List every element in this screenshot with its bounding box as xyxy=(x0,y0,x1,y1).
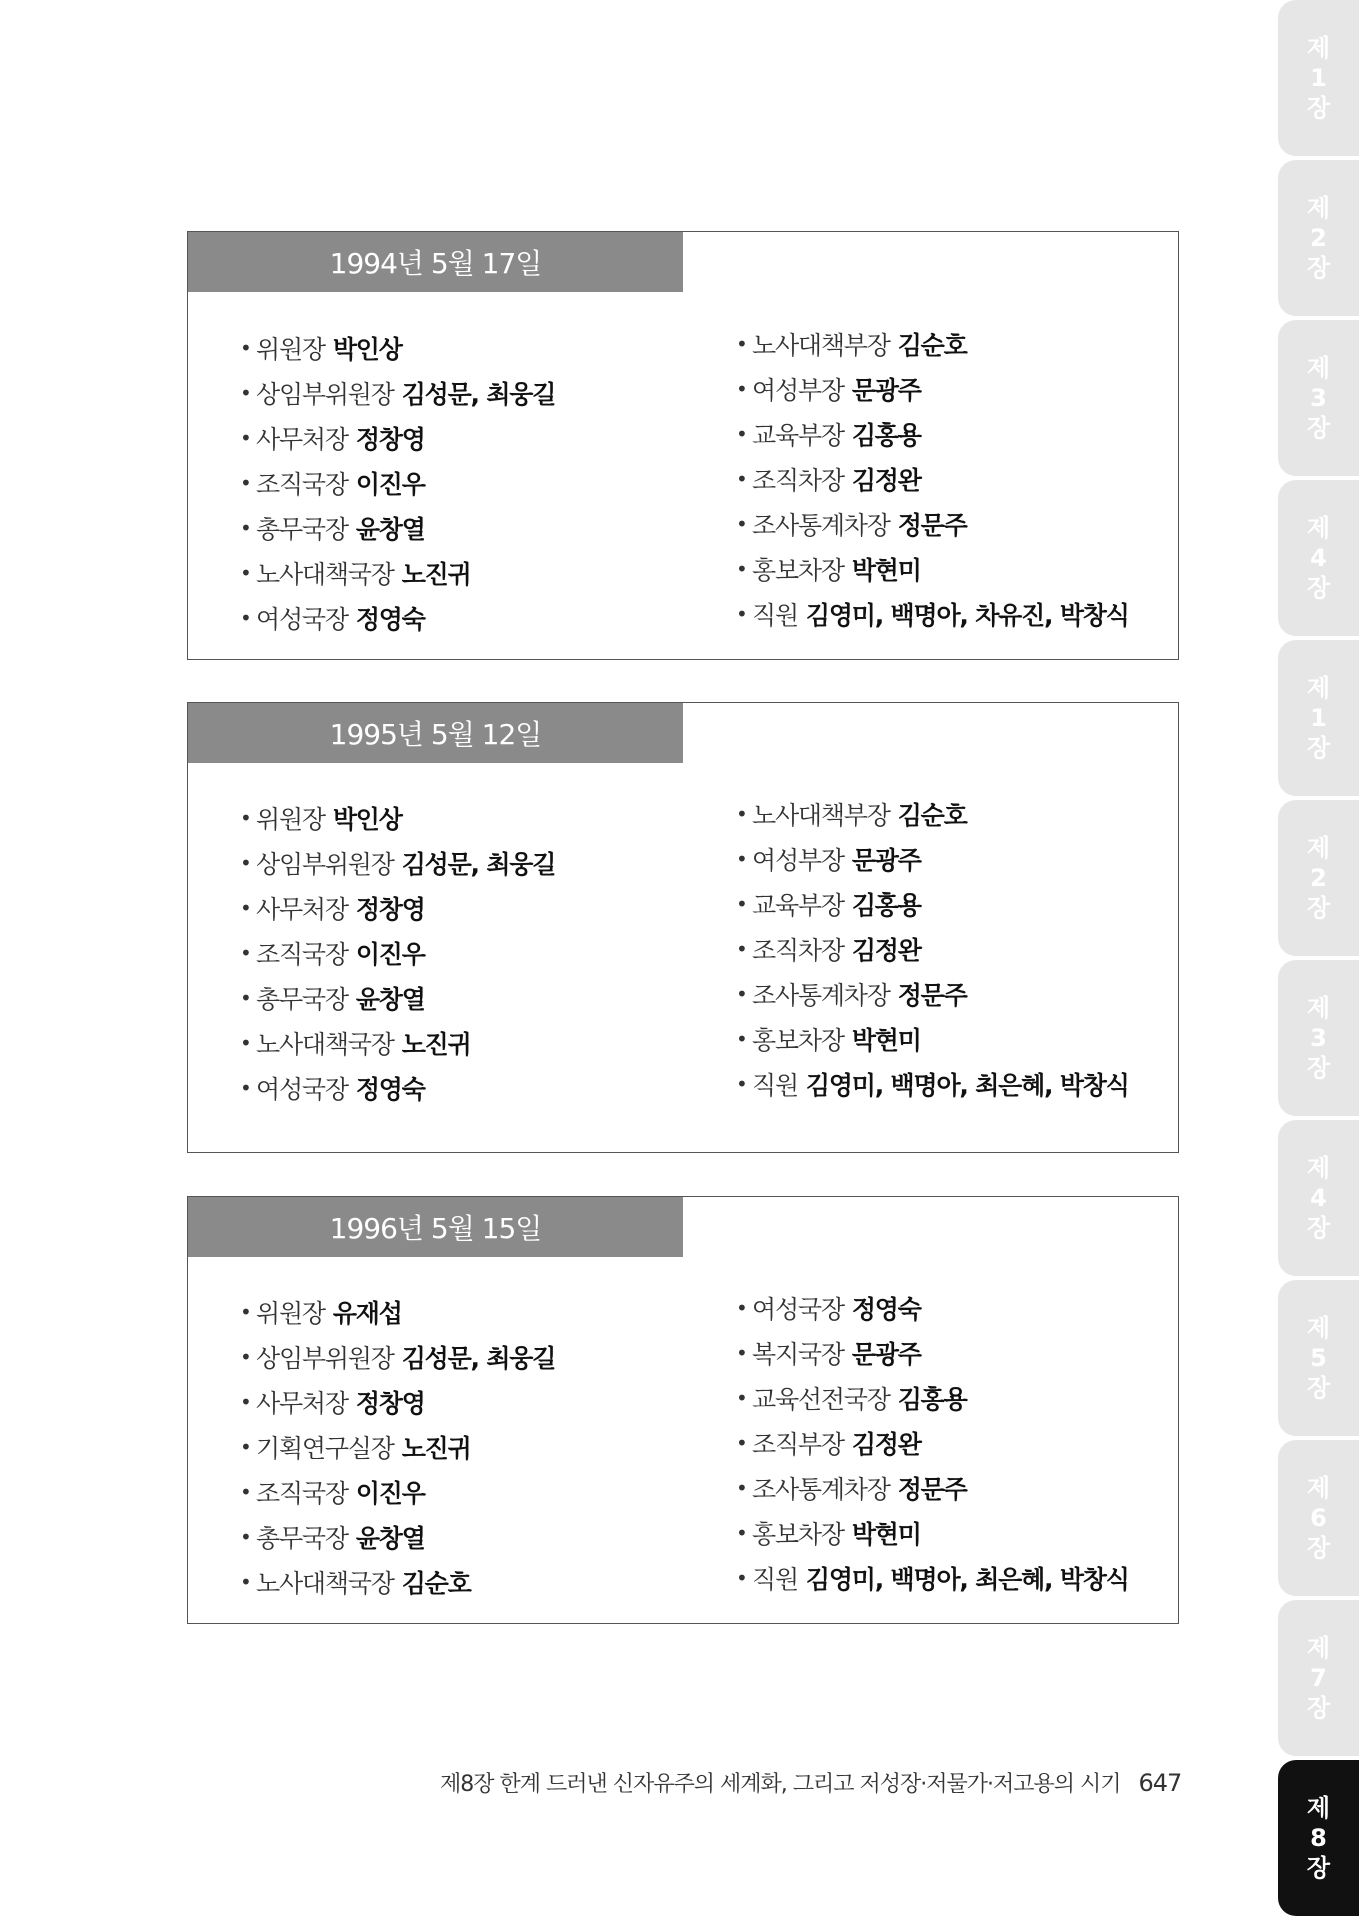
section-date-header: 1994년 5월 17일 xyxy=(188,232,683,292)
page-number: 647 xyxy=(1138,1769,1182,1797)
bullet-icon: • xyxy=(240,985,251,1010)
chapter-tab-label: 장 xyxy=(1306,1534,1331,1562)
position-title: 홍보차장 xyxy=(752,1025,844,1055)
chapter-tab[interactable] xyxy=(1278,480,1359,636)
position-title: 직원 xyxy=(752,1070,798,1100)
roster-entry xyxy=(736,1016,1129,1061)
roster-entry xyxy=(736,1285,1129,1330)
position-title: 홍보차장 xyxy=(752,1519,844,1549)
bullet-icon: • xyxy=(240,1569,251,1594)
member-names: 윤창열 xyxy=(355,514,425,544)
chapter-tab-label: 제 xyxy=(1306,834,1331,862)
bullet-icon: • xyxy=(240,1075,251,1100)
position-title: 복지국장 xyxy=(752,1339,844,1369)
position-title: 노사대책부장 xyxy=(752,330,890,360)
bullet-icon: • xyxy=(736,1520,747,1545)
member-names: 노진귀 xyxy=(401,1029,471,1059)
chapter-tab-label: 제 xyxy=(1306,1154,1331,1182)
position-title: 총무국장 xyxy=(256,984,348,1014)
member-names: 김성문, 최웅길 xyxy=(401,849,556,879)
roster-entry xyxy=(240,505,555,550)
bullet-icon: • xyxy=(736,1430,747,1455)
position-title: 조직국장 xyxy=(256,1478,348,1508)
chapter-tab-label: 8 xyxy=(1310,1824,1327,1852)
member-names: 이진우 xyxy=(355,469,425,499)
chapter-tab-label: 4 xyxy=(1310,1184,1327,1212)
position-title: 사무처장 xyxy=(256,1388,348,1418)
chapter-tab[interactable] xyxy=(1278,1760,1359,1916)
chapter-tab-label: 3 xyxy=(1310,384,1327,412)
bullet-icon: • xyxy=(240,515,251,540)
chapter-tab[interactable] xyxy=(1278,640,1359,796)
chapter-tab-label: 제 xyxy=(1306,1474,1331,1502)
roster-entry xyxy=(240,370,555,415)
chapter-tab-label: 제 xyxy=(1306,1314,1331,1342)
position-title: 사무처장 xyxy=(256,424,348,454)
bullet-icon: • xyxy=(240,380,251,405)
chapter-tab-label: 제 xyxy=(1306,1794,1331,1822)
bullet-icon: • xyxy=(240,1524,251,1549)
position-title: 사무처장 xyxy=(256,894,348,924)
roster-entry xyxy=(240,1334,555,1379)
bullet-icon: • xyxy=(736,376,747,401)
member-names: 김홍용 xyxy=(851,420,921,450)
chapter-tab-label: 장 xyxy=(1306,894,1331,922)
member-names: 노진귀 xyxy=(401,559,471,589)
member-names: 박인상 xyxy=(332,334,402,364)
roster-column-right xyxy=(736,791,1129,1106)
member-names: 문광주 xyxy=(851,375,921,405)
member-names: 김성문, 최웅길 xyxy=(401,1343,556,1373)
chapter-tab-label: 제 xyxy=(1306,194,1331,222)
chapter-tab-label: 장 xyxy=(1306,254,1331,282)
chapter-tab[interactable] xyxy=(1278,160,1359,316)
roster-section xyxy=(187,702,1179,1153)
roster-section xyxy=(187,231,1179,660)
bullet-icon: • xyxy=(240,895,251,920)
member-names: 정창영 xyxy=(355,894,425,924)
member-names: 김정완 xyxy=(851,935,921,965)
roster-entry xyxy=(736,1330,1129,1375)
roster-entry xyxy=(240,885,555,930)
bullet-icon: • xyxy=(736,891,747,916)
chapter-tab-label: 7 xyxy=(1310,1664,1327,1692)
member-names: 윤창열 xyxy=(355,984,425,1014)
position-title: 교육부장 xyxy=(752,890,844,920)
member-names: 정문주 xyxy=(897,980,967,1010)
roster-entry xyxy=(240,975,555,1020)
chapter-tab[interactable] xyxy=(1278,1600,1359,1756)
bullet-icon: • xyxy=(240,1434,251,1459)
roster-entry xyxy=(736,1420,1129,1465)
roster-entry xyxy=(736,971,1129,1016)
roster-column-left xyxy=(240,1289,555,1604)
position-title: 상임부위원장 xyxy=(256,379,394,409)
bullet-icon: • xyxy=(240,335,251,360)
bullet-icon: • xyxy=(240,470,251,495)
bullet-icon: • xyxy=(736,801,747,826)
chapter-tab-label: 5 xyxy=(1310,1344,1327,1372)
bullet-icon: • xyxy=(240,560,251,585)
member-names: 박현미 xyxy=(851,555,921,585)
bullet-icon: • xyxy=(240,1389,251,1414)
roster-entry xyxy=(240,550,555,595)
roster-entry xyxy=(240,595,555,640)
position-title: 조사통계차장 xyxy=(752,1474,890,1504)
member-names: 정영숙 xyxy=(355,1074,425,1104)
member-names: 김영미, 백명아, 최은혜, 박창식 xyxy=(805,1070,1129,1100)
roster-entry xyxy=(736,1465,1129,1510)
roster-entry xyxy=(736,1555,1129,1600)
bullet-icon: • xyxy=(240,940,251,965)
position-title: 교육부장 xyxy=(752,420,844,450)
position-title: 노사대책국장 xyxy=(256,1029,394,1059)
position-title: 조직부장 xyxy=(752,1429,844,1459)
roster-entry xyxy=(240,1424,555,1469)
roster-entry xyxy=(240,325,555,370)
position-title: 총무국장 xyxy=(256,514,348,544)
chapter-tab-label: 제 xyxy=(1306,34,1331,62)
chapter-tab-label: 장 xyxy=(1306,1694,1331,1722)
chapter-tab-label: 장 xyxy=(1306,1374,1331,1402)
roster-entry xyxy=(240,415,555,460)
position-title: 여성국장 xyxy=(256,604,348,634)
roster-entry xyxy=(736,1061,1129,1106)
position-title: 조사통계차장 xyxy=(752,980,890,1010)
chapter-tab[interactable] xyxy=(1278,0,1359,156)
position-title: 위원장 xyxy=(256,334,325,364)
roster-entry xyxy=(240,795,555,840)
position-title: 노사대책부장 xyxy=(752,800,890,830)
position-title: 여성국장 xyxy=(256,1074,348,1104)
chapter-tab[interactable] xyxy=(1278,1440,1359,1596)
member-names: 이진우 xyxy=(355,1478,425,1508)
chapter-tab-label: 제 xyxy=(1306,994,1331,1022)
roster-column-left xyxy=(240,795,555,1110)
member-names: 윤창열 xyxy=(355,1523,425,1553)
chapter-tab-label: 장 xyxy=(1306,94,1331,122)
chapter-tab[interactable] xyxy=(1278,960,1359,1116)
roster-entry xyxy=(736,501,1129,546)
chapter-tab[interactable] xyxy=(1278,320,1359,476)
member-names: 김순호 xyxy=(401,1568,471,1598)
chapter-tab-label: 1 xyxy=(1310,704,1327,732)
bullet-icon: • xyxy=(240,425,251,450)
position-title: 노사대책국장 xyxy=(256,559,394,589)
chapter-tab-label: 4 xyxy=(1310,544,1327,572)
roster-entry xyxy=(240,840,555,885)
chapter-tab-label: 2 xyxy=(1310,224,1327,252)
roster-column-right xyxy=(736,1285,1129,1600)
bullet-icon: • xyxy=(240,1299,251,1324)
roster-entry xyxy=(240,1065,555,1110)
chapter-tab-label: 제 xyxy=(1306,514,1331,542)
member-names: 김영미, 백명아, 최은혜, 박창식 xyxy=(805,1564,1129,1594)
bullet-icon: • xyxy=(736,601,747,626)
member-names: 김순호 xyxy=(897,800,967,830)
bullet-icon: • xyxy=(736,936,747,961)
roster-entry xyxy=(736,791,1129,836)
member-names: 이진우 xyxy=(355,939,425,969)
footer-chapter-title: 제8장 한계 드러낸 신자유주의 세계화, 그리고 저성장·저물가·저고용의 시기 xyxy=(440,1772,1121,1797)
page-footer xyxy=(440,1767,1180,1798)
member-names: 박현미 xyxy=(851,1025,921,1055)
position-title: 여성부장 xyxy=(752,845,844,875)
bullet-icon: • xyxy=(736,1340,747,1365)
member-names: 김홍용 xyxy=(851,890,921,920)
chapter-tab-label: 3 xyxy=(1310,1024,1327,1052)
position-title: 직원 xyxy=(752,600,798,630)
member-names: 김성문, 최웅길 xyxy=(401,379,556,409)
position-title: 조사통계차장 xyxy=(752,510,890,540)
position-title: 기획연구실장 xyxy=(256,1433,394,1463)
chapter-tab-label: 장 xyxy=(1306,1054,1331,1082)
bullet-icon: • xyxy=(240,850,251,875)
member-names: 정문주 xyxy=(897,1474,967,1504)
member-names: 김영미, 백명아, 차유진, 박창식 xyxy=(805,600,1129,630)
roster-entry xyxy=(736,1510,1129,1555)
bullet-icon: • xyxy=(736,511,747,536)
chapter-tab-label: 6 xyxy=(1310,1504,1327,1532)
bullet-icon: • xyxy=(736,421,747,446)
chapter-tab-label: 장 xyxy=(1306,1854,1331,1882)
position-title: 조직차장 xyxy=(752,935,844,965)
bullet-icon: • xyxy=(736,1295,747,1320)
roster-section xyxy=(187,1196,1179,1624)
chapter-tab-label: 장 xyxy=(1306,1214,1331,1242)
chapter-tab[interactable] xyxy=(1278,1120,1359,1276)
roster-entry xyxy=(736,926,1129,971)
roster-entry xyxy=(240,930,555,975)
bullet-icon: • xyxy=(240,805,251,830)
bullet-icon: • xyxy=(736,556,747,581)
member-names: 정창영 xyxy=(355,1388,425,1418)
roster-entry xyxy=(240,1289,555,1334)
bullet-icon: • xyxy=(736,466,747,491)
roster-entry xyxy=(736,321,1129,366)
roster-entry xyxy=(736,411,1129,456)
roster-column-left xyxy=(240,325,555,640)
roster-entry xyxy=(736,546,1129,591)
roster-entry xyxy=(240,1379,555,1424)
position-title: 직원 xyxy=(752,1564,798,1594)
member-names: 김순호 xyxy=(897,330,967,360)
position-title: 조직차장 xyxy=(752,465,844,495)
chapter-tab-label: 2 xyxy=(1310,864,1327,892)
member-names: 박인상 xyxy=(332,804,402,834)
position-title: 위원장 xyxy=(256,804,325,834)
member-names: 문광주 xyxy=(851,1339,921,1369)
member-names: 김정완 xyxy=(851,1429,921,1459)
bullet-icon: • xyxy=(736,1026,747,1051)
position-title: 총무국장 xyxy=(256,1523,348,1553)
bullet-icon: • xyxy=(736,1385,747,1410)
member-names: 노진귀 xyxy=(401,1433,471,1463)
member-names: 박현미 xyxy=(851,1519,921,1549)
chapter-tab-label: 제 xyxy=(1306,354,1331,382)
position-title: 여성국장 xyxy=(752,1294,844,1324)
member-names: 정문주 xyxy=(897,510,967,540)
bullet-icon: • xyxy=(736,846,747,871)
member-names: 문광주 xyxy=(851,845,921,875)
bullet-icon: • xyxy=(240,1344,251,1369)
member-names: 김홍용 xyxy=(897,1384,967,1414)
bullet-icon: • xyxy=(240,1030,251,1055)
bullet-icon: • xyxy=(736,331,747,356)
member-names: 유재섭 xyxy=(332,1298,402,1328)
bullet-icon: • xyxy=(736,981,747,1006)
member-names: 김정완 xyxy=(851,465,921,495)
section-date-header: 1995년 5월 12일 xyxy=(188,703,683,763)
bullet-icon: • xyxy=(240,605,251,630)
chapter-tab-label: 장 xyxy=(1306,734,1331,762)
position-title: 조직국장 xyxy=(256,939,348,969)
chapter-tab-label: 장 xyxy=(1306,574,1331,602)
roster-entry xyxy=(240,1020,555,1065)
chapter-tab-label: 제 xyxy=(1306,674,1331,702)
roster-entry xyxy=(240,1469,555,1514)
position-title: 노사대책국장 xyxy=(256,1568,394,1598)
bullet-icon: • xyxy=(736,1565,747,1590)
member-names: 정영숙 xyxy=(851,1294,921,1324)
roster-entry xyxy=(736,881,1129,926)
roster-entry xyxy=(736,456,1129,501)
chapter-tab[interactable] xyxy=(1278,800,1359,956)
member-names: 정창영 xyxy=(355,424,425,454)
bullet-icon: • xyxy=(736,1475,747,1500)
position-title: 여성부장 xyxy=(752,375,844,405)
member-names: 정영숙 xyxy=(355,604,425,634)
position-title: 위원장 xyxy=(256,1298,325,1328)
roster-entry xyxy=(736,366,1129,411)
roster-entry xyxy=(240,460,555,505)
chapter-tab-label: 장 xyxy=(1306,414,1331,442)
roster-entry xyxy=(736,1375,1129,1420)
chapter-tab-label: 1 xyxy=(1310,64,1327,92)
bullet-icon: • xyxy=(240,1479,251,1504)
roster-column-right xyxy=(736,321,1129,636)
roster-entry xyxy=(736,591,1129,636)
position-title: 상임부위원장 xyxy=(256,849,394,879)
roster-entry xyxy=(736,836,1129,881)
bullet-icon: • xyxy=(736,1071,747,1096)
chapter-tab[interactable] xyxy=(1278,1280,1359,1436)
roster-entry xyxy=(240,1514,555,1559)
position-title: 조직국장 xyxy=(256,469,348,499)
roster-entry xyxy=(240,1559,555,1604)
position-title: 교육선전국장 xyxy=(752,1384,890,1414)
position-title: 홍보차장 xyxy=(752,555,844,585)
section-date-header: 1996년 5월 15일 xyxy=(188,1197,683,1257)
chapter-tab-label: 제 xyxy=(1306,1634,1331,1662)
position-title: 상임부위원장 xyxy=(256,1343,394,1373)
